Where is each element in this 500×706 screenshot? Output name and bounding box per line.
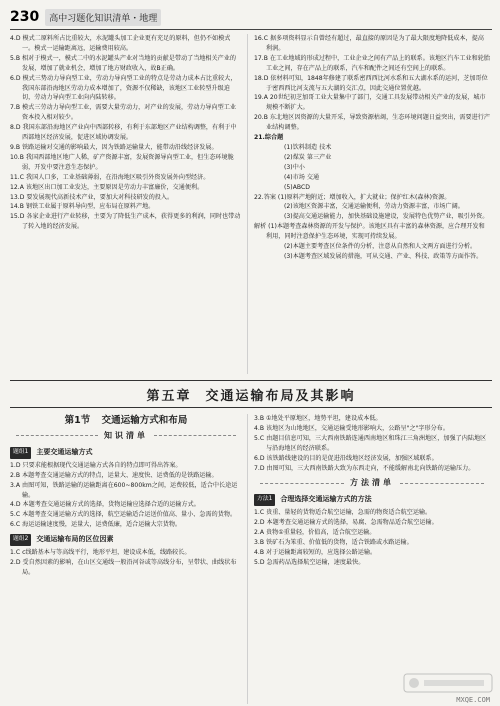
column-divider-bottom [247,414,248,704]
answer-item: 20.B 东北地区因资源的大量开采，导致资源枯竭，生态环境问题日益突出，需要进行产业结构调整。 [254,114,490,132]
answer-subitem: (4)市场 交通 [284,173,320,181]
answer-item: 22.答案 (1)原料产地附近；增加收入，扩大就业；保护红木(森林)资源。 [254,193,451,201]
column-divider-top [247,34,248,374]
chapter-title-band [10,380,492,408]
answer-item: 5.B 相对于模式一，模式二中的水泥罐头产业对当地的贡献是带动了当地相关产业的发展，增加了就业机会，增加了地方财政收入，故B正确。 [10,54,236,72]
topic-tag: 题组2 [10,534,31,546]
band-label: 方法清单 [350,478,394,488]
analysis-item: 解析 (1)本题考查森林资源的开发与保护。该地区具有丰富的森林资源，应合理开发和利用，同时注意保护生态环境，实现可持续发展。 [254,223,485,241]
answer-item: 3.B ①地处平原地区，地势平坦，建设成本低。 [254,415,382,422]
knowledge-list-band [10,430,242,442]
analysis-subitem: (3)本题考查区域发展的措施，可从交通、产业、科技、政策等方面作答。 [284,252,483,260]
answer-item: 16.C 据多项资料显示自曾经有超过，最直接的原因是为了最大限度地降低成本，提高利润。 [254,35,484,52]
answer-item: 6.C 海运运输速度慢，运量大，运费低廉，适合运输大宗货物。 [10,521,182,529]
watermark-text: MXQE.COM [456,696,490,704]
answer-item: 15.D 各家企业进行产业转移，主要为了降低生产成本，获得更多的利润，同时也带动了转入地的经济发展。 [10,213,241,231]
answer-item: 12.A 该地区出口加工业发达，主要原因是劳动力丰富廉价，交通便利。 [10,183,204,191]
answer-item: 1.D 只要求能根据现代交通运输方式各自的特点即可得出答案。 [10,461,182,469]
answer-subitem: (3)提高交通运输能力，加快基础设施建设，发展特色优势产业，吸引外资。 [284,213,489,221]
header-rule [10,29,492,30]
answer-item: 4.B 对于运输距离较短的，应选择公路运输。 [254,548,377,556]
answer-subitem: (2)该地区资源丰富，交通运输便利，劳动力资源丰富，市场广阔。 [284,203,464,211]
answer-item: 6.D 模式三势动力导向型工业，劳动力导向型工业的特点是劳动力成本占比重较大，我国东部沿海地区劳动力成本增加了，资源不仅稀缺，该地区工业转型升级迫切，劳动力导向型工业向内陆转移。 [10,74,237,102]
section-number: 第1节 [64,415,91,426]
chapter-number: 第五章 [146,388,192,404]
answer-item: 13.D 要发展现代高新技术产业，要加大对科技研发的投入。 [10,193,174,201]
answer-item: 11.C 我国人口多，工业基础薄弱，在沿海地区吸引外资发展外向型经济。 [10,173,210,181]
answer-item: 5.C 本题考查交通运输方式的选择，航空运输适合运送价值高、量小、急需的货物。 [10,511,237,519]
answer-item: 14.B 钢铁工业属于原料导向型，应布局在原料产地。 [10,203,155,211]
answer-item: 2.B 本题考查交通运输方式的特点，运量大、速度快、运费低的是铁路运输。 [10,471,218,479]
answer-item: 1.C c线路基本与等高线平行，地形平坦，建设成本低，线路较长。 [10,549,191,557]
chapter-title: 交通运输布局及其影响 [205,388,356,404]
answer-item: 7.B 模式三劳动力导向型工业，需要大量劳动力，对产业的发展，劳动力导向型工业资本投入相对较少。 [10,104,236,122]
answer-column-top-right [254,34,490,374]
answer-item: 6.D 该铁路线建设的目的是促进沿线地区经济发展，加强区域联系。 [254,454,438,462]
answer-item: 5.D 急需药品选择航空运输，速度最快。 [254,558,365,566]
answer-subitem: (3)中小 [284,163,305,171]
method-tag: 方法1 [254,494,275,506]
method-heading [254,494,490,506]
answer-item: 9.B 铁路运输对交通的影响最大，因为铁路运输量大，能带动沿线经济发展。 [10,143,218,151]
answer-item: 19.A 20世纪初芝加哥工业大量集中了部门，交通工具发展带动相关产业的发展，城市规模不断扩大。 [254,94,486,112]
topic-tag: 题组1 [10,447,31,459]
answer-item: 5.C 由题目信息可知，三大西南铁路连通西南地区和珠江三角洲地区，加强了内陆地区与沿海地区的经济联系。 [254,434,487,452]
answer-column-bottom-right [254,414,490,704]
method-title: 合理选择交通运输方式的方法 [280,495,372,504]
answer-item: 3.A 由图可知，铁路运输的运输距离在600~800km之间，运费较低，适合中长途运输。 [10,481,238,499]
answer-item: 4.D 本题考查交通运输方式的选择，货物运输应选择合适的运输方式。 [10,501,200,509]
answer-item: 1.C 贵重、量轻的货物适合航空运输，急需的物资适合航空运输。 [254,509,432,517]
topic-heading [10,447,242,459]
answer-item: 7.D 由图可知，三大西南铁路大致为东西走向，不能缓解南北向铁路的运输压力。 [254,464,475,472]
section-title [10,416,242,426]
answer-subitem: (1)饮料制造 技术 [284,143,332,151]
answer-column-top-left [10,34,242,374]
answer-item: 2.D 受自然因素的影响，在山区交通线一般沿河谷或等高线分布，呈带状、曲线状布局。 [10,558,237,576]
topic-title: 交通运输布局的区位因素 [36,535,114,544]
answer-item: 8.D 我国东部沿海地区产业向中西部转移，有利于东部地区产业结构调整，有利于中西部地区经济发展，促进区域协调发展。 [10,124,237,142]
answer-item: 4.B 该地区为山地地区，交通运输受地形影响大，公路呈"之"字形分布。 [254,424,449,432]
topic-heading [10,534,242,546]
answer-heading: 21.综合题 [254,134,284,142]
book-title: 高中习题化知识清单・地理 [45,9,161,26]
page-header [10,6,492,28]
topic-title: 主要交通运输方式 [36,447,93,456]
answer-item: 4.D 模式二原料所占比重较大，水泥罐头加工企业更有充足的原料，但仍不如模式一。模式一运输距离远，运输费用较高。 [10,35,231,52]
answer-item: 2.A 贵物①重量轻，价值高，适合航空运输。 [254,529,376,537]
answer-column-bottom-left [10,414,242,704]
band-label: 知识清单 [104,430,148,440]
answer-item: 17.B 在工业地域的形成过程中，工业企业之间有产品上的联系。该地区汽车工业和轮胎工业之间，存在产品上的联系，汽车和配件之间还有空间上的联系。 [254,54,490,72]
answer-item: 2.D 本题考查交通运输方式的选择，易腐、急需物品适合航空运输。 [254,519,438,527]
page-number: 230 [10,9,40,25]
answer-subitem: (5)ABCD [284,183,310,191]
answer-item: 3.B 铁矿石为笨重、价值低的货物，适合铁路或水路运输。 [254,539,413,547]
analysis-subitem: (2)本题主要考查区位条件的分析，注意从自然和人文两方面进行分析。 [284,243,477,251]
answer-subitem: (2)煤炭 第三产业 [284,153,332,161]
answer-item: 18.D 依材料可知，1848年修建了联系密西西比河水系和五大湖水系的运河，芝加哥位于密西西比河支流与五大湖的交汇点，因此交通位置优越。 [254,74,488,92]
section-name: 交通运输方式和布局 [101,415,188,426]
method-list-band [254,477,490,489]
answer-item: 10.B 我国西部地区地广人稀，矿产资源丰富，发展资源导向型工业，但生态环境脆弱，开发中要注意生态保护。 [10,153,234,171]
